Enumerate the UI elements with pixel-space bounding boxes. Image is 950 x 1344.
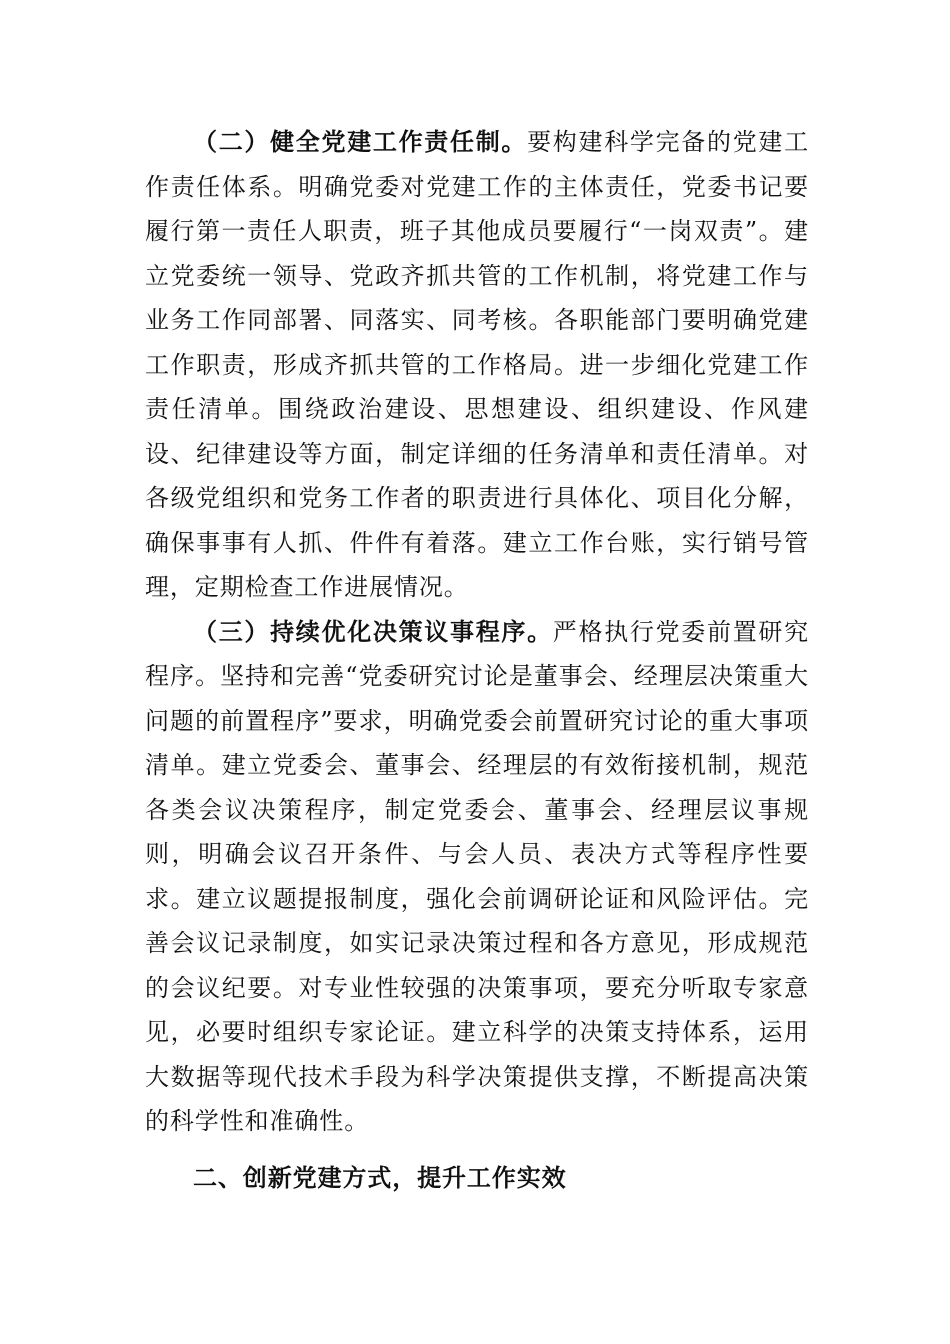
document-page bbox=[145, 120, 809, 1200]
section-body-responsibility: 要构建科学完备的党建工作责任体系。明确党委对党建工作的主体责任，党委书记要履行第一责任人职责，班子其他成员要履行“一岗双责”。建立党委统一领导、党政齐抓共管的工作机制，将党建工作与业务工作同部署、同落实、同考核。各职能部门要明确党建工作职责，形成齐抓共管的工作格局。进一步细化党建工作责任清单。围绕政治建设、思想建设、组织建设、作风建设、纪律建设等方面，制定详细的任务清单和责任清单。对各级党组织和党务工作者的职责进行具体化、项目化分解，确保事事有人抓、件件有着落。建立工作台账，实行销号管理，定期检查工作进展情况。 bbox=[145, 128, 809, 601]
section-lead-decision: （三）持续优化决策议事程序。 bbox=[193, 616, 553, 646]
section-heading-innovation: 二、创新党建方式，提升工作实效 bbox=[193, 1162, 567, 1192]
section-paragraph-responsibility bbox=[145, 120, 809, 610]
section-body-decision: 严格执行党委前置研究程序。坚持和完善“党委研究讨论是董事会、经理层决策重大问题的前置程序”要求，明确党委会前置研究讨论的重大事项清单。建立党委会、董事会、经理层的有效衔接机制，规范各类会议决策程序，制定党委会、董事会、经理层议事规则，明确会议召开条件、与会人员、表决方式等程序性要求。建立议题提报制度，强化会前调研论证和风险评估。完善会议记录制度，如实记录决策过程和各方意见，形成规范的会议纪要。对专业性较强的决策事项，要充分听取专家意见，必要时组织专家论证。建立科学的决策支持体系，运用大数据等现代技术手段为科学决策提供支撑，不断提高决策的科学性和准确性。 bbox=[145, 617, 809, 1135]
section-paragraph-decision bbox=[145, 610, 809, 1144]
section-lead-responsibility: （二）健全党建工作责任制。 bbox=[193, 127, 528, 156]
